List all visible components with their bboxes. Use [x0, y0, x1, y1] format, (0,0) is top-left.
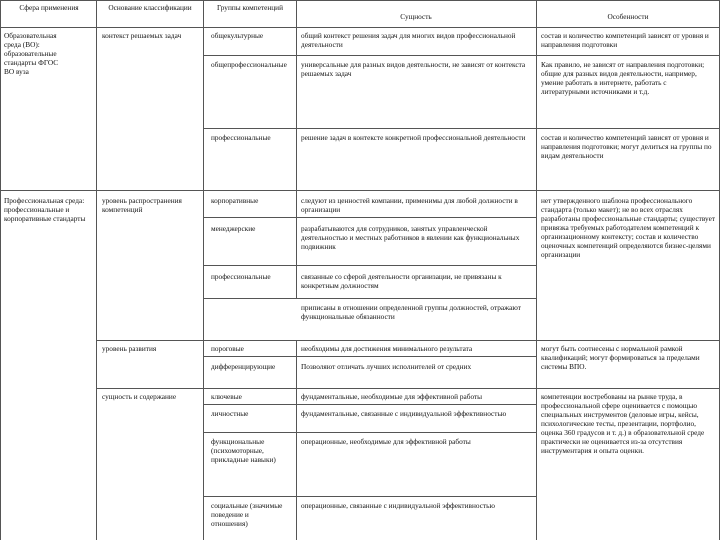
- rule: [203, 265, 536, 266]
- essence-managerial: разрабатываются для сотрудников, занятых управленческой деятельностью и местных работников в явлении как функциональных подвижник: [301, 224, 520, 251]
- rule: [203, 298, 536, 299]
- essence-professional-2: связанные со сферой деятельности организации, не привязаны к конкретным должностям: [301, 272, 502, 290]
- essence-threshold: необходимы для достижения минимального результата: [301, 344, 473, 353]
- feature-professional-sphere: нет утвержденного шаблона профессионального стандарта (только макет); не во всех отраслях разработаны профессиональные стандарты; существует привязка требуемых работодателем компетенций к организационному контексту; состав и количество оценочных компетенций определяются бизнес-целями организации: [541, 196, 716, 259]
- rule: [203, 356, 536, 357]
- sphere-professional: Профессиональная среда: профессиональные и корпоративные стандарты: [4, 196, 86, 223]
- group-general-professional: общепрофессиональные: [211, 60, 287, 69]
- rule: [203, 432, 536, 433]
- feature-essence: компетенции востребованы на рынке труда, в профессиональной сфере оценивается с помощью специальных инструментов (деловые игры, кейсы, психологические тесты, презентации, портфолио, оценка 360 градусов и т. д.) в образовательной среде практически не оценивается из-за отсутствия инструментария и опыта оценки.: [541, 392, 705, 455]
- rule-col: [536, 0, 537, 540]
- feature-level: могут быть соотнесены с нормальной рамкой квалификаций; могут формироваться за пределами системы ВПО.: [541, 344, 700, 371]
- rule: [203, 128, 720, 129]
- header-groups: Группы компетенций: [217, 3, 283, 12]
- basis-essence: сущность и содержание: [102, 392, 177, 401]
- rule-col: [96, 0, 97, 540]
- group-differentiating: дифференцирующие: [211, 362, 276, 371]
- header-sphere: Сфера применения: [19, 3, 79, 12]
- essence-differentiating: Позволяют отличать лучших исполнителей от средних: [301, 362, 472, 371]
- group-key: ключевые: [211, 392, 242, 401]
- essence-functional: операционные, необходимые для эффективной работы: [301, 437, 471, 446]
- rule: [203, 217, 536, 218]
- sphere-education: Образовательная среда (ВО): образовательные стандарты ФГОС ВО вуза: [4, 31, 59, 76]
- rule-col: [296, 0, 297, 298]
- essence-positional: приписаны в отношении определенной группы должностей, отражают функциональные обязанности: [301, 303, 521, 321]
- group-professional-2: профессиональные: [211, 272, 271, 281]
- feature-general-professional: Как правило, не зависят от направления подготовки; общие для разных видов деятельности, например, умение работать в интернете, работать с литературными источниками и т.д.: [541, 60, 705, 96]
- group-corporate: корпоративные: [211, 196, 259, 205]
- group-functional: функциональные (психомоторные, прикладные навыки): [211, 437, 276, 464]
- basis-spread: уровень распространения компетенций: [102, 196, 182, 214]
- group-personal: личностные: [211, 409, 249, 418]
- header-essence: Сущность: [400, 12, 432, 21]
- rule: [203, 496, 536, 497]
- group-managerial: менеджерские: [211, 224, 256, 233]
- essence-general-cultural: общий контекст решения задач для многих видов профессиональной деятельности: [301, 31, 516, 49]
- rule: [203, 55, 720, 56]
- group-social: социальные (значимые поведение и отношения): [211, 501, 283, 528]
- rule-header: [0, 27, 720, 28]
- rule-left: [0, 0, 1, 540]
- feature-general-cultural: состав и количество компетенций зависят от уровня и направления подготовки: [541, 31, 709, 49]
- rule-section: [0, 190, 720, 191]
- group-professional: профессиональные: [211, 133, 271, 142]
- rule-top: [0, 0, 720, 1]
- header-basis: Основание классификации: [108, 3, 192, 12]
- rule: [203, 404, 536, 405]
- essence-general-professional: универсальные для разных видов деятельности, не зависят от контекста решаемых задач: [301, 60, 526, 78]
- rule: [96, 388, 720, 389]
- rule-col: [203, 0, 204, 540]
- feature-professional: состав и количество компетенций зависят от уровня и направления подготовки; могут делиться на группы по видам деятельности: [541, 133, 712, 160]
- essence-corporate: следуют из ценностей компании, применимы для любой должности в организации: [301, 196, 518, 214]
- basis-context: контекст решаемых задач: [102, 31, 182, 40]
- header-features: Особенности: [607, 12, 649, 21]
- essence-key: фундаментальные, необходимые для эффективной работы: [301, 392, 483, 401]
- rule: [96, 340, 720, 341]
- rule-col: [296, 340, 297, 540]
- essence-professional: решение задач в контексте конкретной профессиональной деятельности: [301, 133, 526, 142]
- essence-social: операционные, связанные с индивидуальной эффективностью: [301, 501, 495, 510]
- group-threshold: пороговые: [211, 344, 244, 353]
- group-general-cultural: общекультурные: [211, 31, 264, 40]
- basis-level: уровень развития: [102, 344, 157, 353]
- essence-personal: фундаментальные, связанные с индивидуальной эффективностью: [301, 409, 507, 418]
